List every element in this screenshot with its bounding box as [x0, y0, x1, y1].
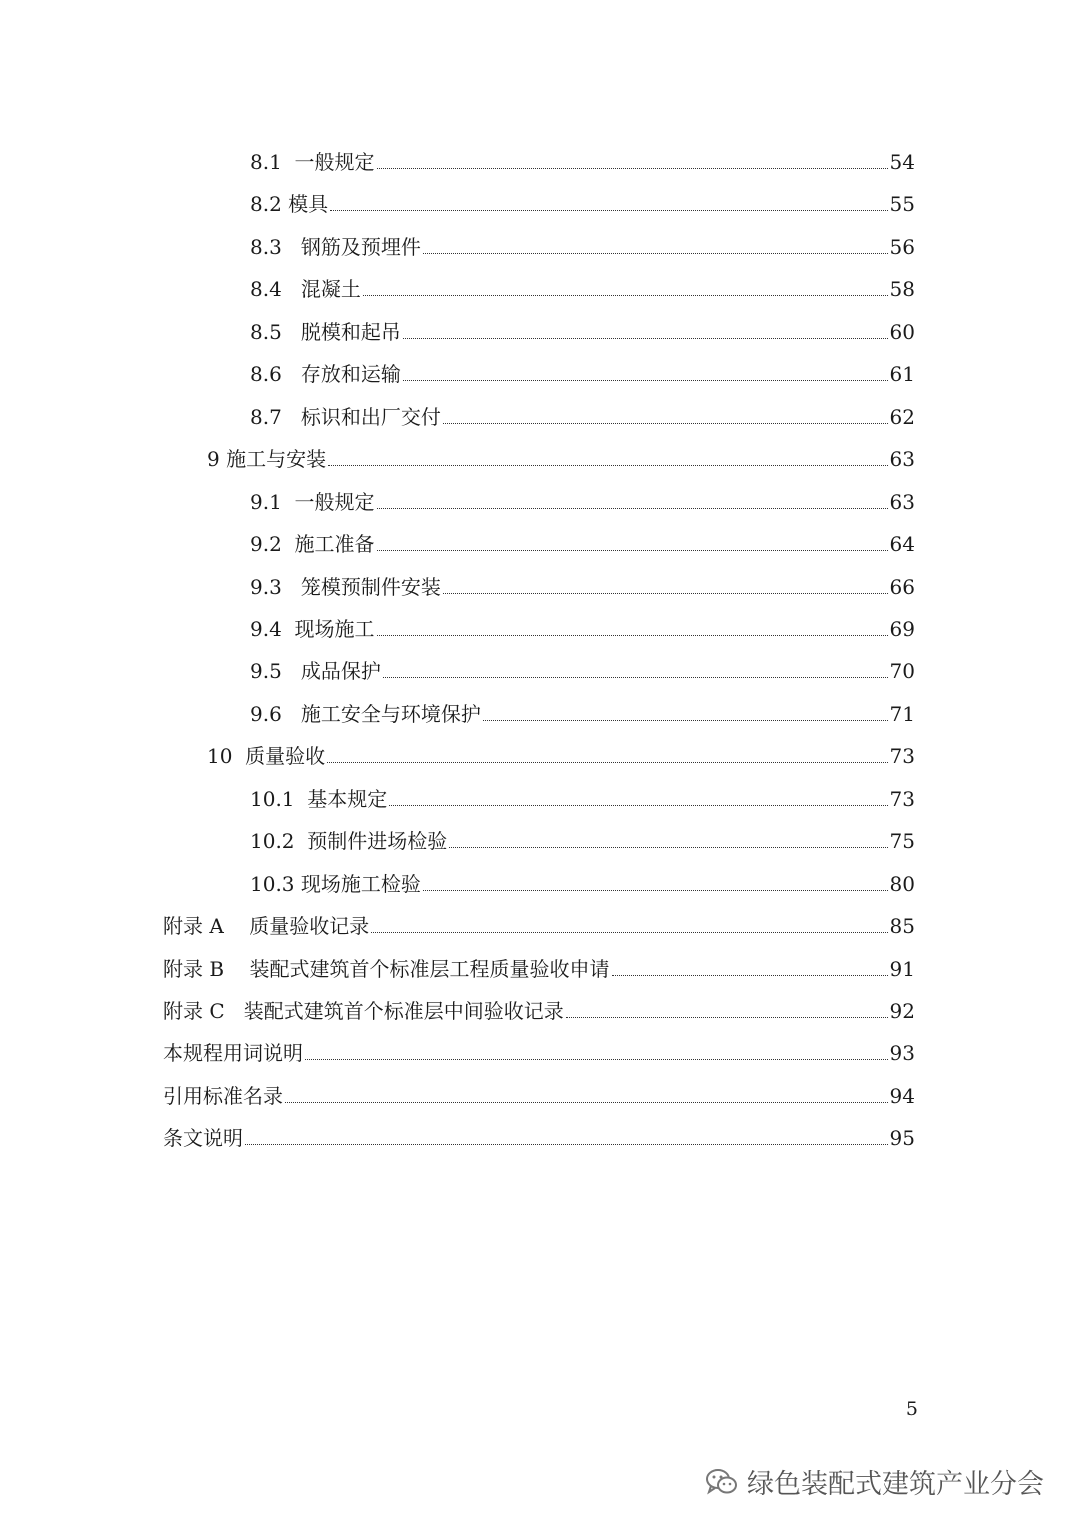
toc-entry-number: 10	[207, 744, 233, 769]
toc-entry-page: 63	[889, 489, 915, 514]
toc-entry-title: 现场施工检验	[300, 871, 421, 896]
toc-entry-title: 现场施工	[294, 616, 375, 641]
toc-entry-gap	[282, 618, 295, 640]
toc-entry	[250, 258, 915, 300]
toc-entry-leader	[443, 593, 888, 594]
toc-entry-leader	[377, 635, 888, 636]
toc-entry-page: 94	[889, 1083, 915, 1108]
toc-entry-leader	[328, 465, 887, 466]
toc-entry-page: 85	[889, 914, 915, 939]
toc-entry-number: 附录 B	[163, 956, 225, 981]
toc-entry-leader	[285, 1102, 888, 1103]
toc-entry-number: 8.2	[250, 192, 282, 217]
toc-entry-leader	[363, 295, 888, 296]
toc-entry-title: 施工准备	[294, 532, 375, 557]
toc-entry-leader	[377, 508, 888, 509]
toc-entry-page: 69	[889, 616, 915, 641]
toc-entry-title: 质量验收	[245, 744, 326, 769]
toc-entry-gap	[282, 363, 301, 385]
toc-entry-number: 10.2	[250, 829, 295, 854]
toc-entry-leader	[443, 423, 888, 424]
toc-entry-gap	[282, 236, 301, 258]
toc-entry-page: 62	[889, 404, 915, 429]
toc-entry-leader	[403, 338, 888, 339]
toc-entry-gap	[225, 1000, 244, 1022]
toc-entry-title: 预制件进场检验	[307, 829, 448, 854]
toc-entry-number: 8.1	[250, 150, 282, 174]
toc-entry	[250, 471, 915, 513]
toc-entry-number: 9.6	[250, 701, 282, 726]
toc-entry-gap	[224, 958, 249, 980]
toc-entry	[250, 301, 915, 343]
toc-entry-leader	[371, 932, 887, 933]
toc-entry-number: 8.5	[250, 319, 282, 344]
watermark-text: 绿色装配式建筑产业分会	[747, 1469, 1044, 1500]
toc-entry-page: 75	[889, 829, 915, 854]
toc-entry-leader	[449, 847, 887, 848]
toc-entry-leader	[483, 720, 888, 721]
toc-entry-leader	[383, 677, 888, 678]
toc-entry-title: 钢筋及预埋件	[300, 234, 421, 259]
toc-entry-page: 71	[889, 701, 915, 726]
toc-entry-title: 施工与安装	[226, 447, 327, 472]
toc-entry-title: 模具	[288, 192, 329, 217]
toc-entry-gap	[295, 788, 308, 810]
toc-entry-page: 80	[889, 871, 915, 896]
toc-entry-leader	[245, 1144, 888, 1145]
toc-entry-number: 附录 A	[163, 914, 224, 939]
toc-entry-page: 55	[889, 192, 915, 217]
toc-entry	[250, 640, 915, 682]
toc-entry-title: 引用标准名录	[163, 1083, 283, 1108]
toc-entry-title: 一般规定	[294, 489, 375, 514]
toc-entry-gap	[282, 576, 301, 598]
toc-entry-page: 93	[889, 1041, 915, 1066]
toc-entry-page: 70	[889, 659, 915, 684]
toc-entry-page: 73	[889, 786, 915, 811]
toc-entry-gap	[282, 406, 301, 428]
toc-entry-page: 66	[889, 574, 915, 599]
toc-entry-gap	[282, 703, 301, 725]
toc-entry	[250, 173, 915, 215]
toc-entry-number: 10.1	[250, 786, 295, 811]
toc-entry-leader	[423, 253, 888, 254]
toc-entry-leader	[612, 975, 888, 976]
toc-entry-page: 64	[889, 532, 915, 557]
toc-entry-leader	[566, 1017, 888, 1018]
toc-entry-title: 成品保护	[300, 659, 381, 684]
toc-entry-leader	[389, 805, 887, 806]
toc-entry-gap	[282, 321, 301, 343]
toc-entry-gap	[224, 915, 249, 937]
toc-entry	[163, 980, 915, 1022]
toc-entry-number: 9.4	[250, 616, 282, 641]
toc-entry-page: 58	[889, 277, 915, 302]
wechat-icon	[705, 1467, 739, 1497]
toc-entry-number: 8.6	[250, 362, 282, 387]
toc-entry-page: 73	[889, 744, 915, 769]
toc-entry	[163, 938, 915, 980]
toc-entry-gap	[295, 830, 308, 852]
toc-entry	[250, 683, 915, 725]
toc-entry-title: 混凝土	[300, 277, 361, 302]
toc-entry-title: 装配式建筑首个标准层中间验收记录	[243, 999, 564, 1023]
toc-entry-number: 8.7	[250, 404, 282, 429]
toc-entry-number: 8.3	[250, 234, 282, 259]
toc-entry	[207, 428, 915, 470]
toc-entry-number: 9.3	[250, 574, 282, 599]
toc-entry-gap	[282, 151, 295, 173]
toc-entry	[163, 1022, 915, 1064]
toc-entry-title: 存放和运输	[300, 362, 401, 387]
toc-entry-title: 脱模和起吊	[300, 319, 401, 344]
toc-entry-page: 60	[889, 319, 915, 344]
toc-entry-page: 63	[889, 447, 915, 472]
toc-entry	[250, 386, 915, 428]
toc-entry-leader	[330, 210, 887, 211]
toc-entry-title: 质量验收记录	[249, 914, 370, 939]
toc-entry-number: 9.5	[250, 659, 282, 684]
toc-entry	[250, 556, 915, 598]
toc-entry-gap	[282, 660, 301, 682]
toc-entry-title: 施工安全与环境保护	[300, 701, 481, 726]
toc-entry-number: 9.2	[250, 532, 282, 557]
toc-entry	[250, 343, 915, 385]
toc-entry-gap	[232, 745, 245, 767]
toc-entry-title: 标识和出厂交付	[300, 404, 441, 429]
toc-entry-leader	[377, 550, 888, 551]
toc-entry-number: 10.3	[250, 871, 295, 896]
toc-entry	[250, 598, 915, 640]
toc-entry-title: 装配式建筑首个标准层工程质量验收申请	[249, 956, 610, 981]
toc-entry	[163, 895, 915, 937]
toc-entry-number: 9.1	[250, 489, 282, 514]
toc-entry	[163, 1107, 915, 1149]
toc-entry-number: 9	[207, 447, 220, 472]
toc-entry	[250, 131, 915, 173]
toc-entry-title: 一般规定	[294, 150, 375, 174]
toc-entry-page: 92	[889, 999, 915, 1023]
toc-entry-title: 本规程用词说明	[163, 1041, 303, 1066]
toc-entry-page: 91	[889, 956, 915, 981]
toc-entry	[250, 768, 915, 810]
toc-entry-page: 61	[889, 362, 915, 387]
toc-entry	[250, 810, 915, 852]
toc-entry-page: 54	[889, 150, 915, 174]
toc-entry-gap	[282, 491, 295, 513]
toc-entry	[250, 853, 915, 895]
toc-entry-title: 基本规定	[307, 786, 388, 811]
toc-entry-leader	[327, 762, 887, 763]
toc-entry-leader	[403, 380, 888, 381]
toc-entry	[250, 216, 915, 258]
toc-entry	[207, 725, 915, 767]
page-number: 5	[905, 1398, 918, 1420]
toc-entry-page: 95	[889, 1126, 915, 1151]
toc-entry-gap	[282, 533, 295, 555]
toc-entry-page: 56	[889, 234, 915, 259]
toc-entry	[250, 513, 915, 555]
toc-entry-leader	[377, 168, 888, 169]
toc-entry-number: 附录 C	[163, 999, 225, 1023]
toc-entry-leader	[305, 1059, 888, 1060]
toc-entry-leader	[423, 890, 888, 891]
watermark	[705, 1462, 1044, 1501]
toc-entry-title: 笼模预制件安装	[300, 574, 441, 599]
toc-entry	[163, 1065, 915, 1107]
toc-entry-number: 8.4	[250, 277, 282, 302]
toc-entry-gap	[282, 278, 301, 300]
toc-entry-title: 条文说明	[163, 1126, 243, 1151]
